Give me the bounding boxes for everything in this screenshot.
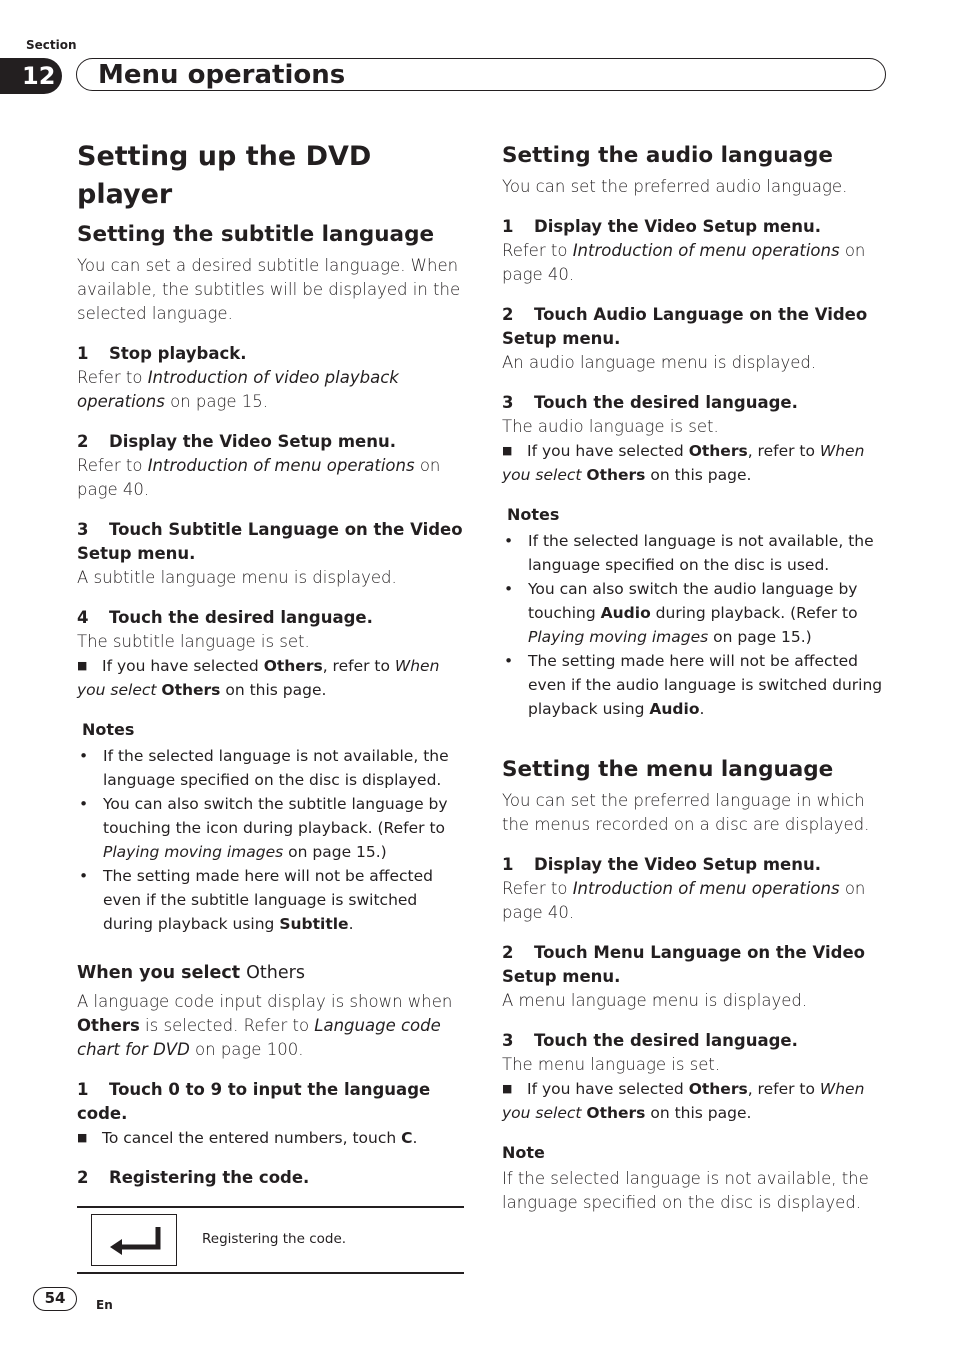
audio-step-1-body: Refer to Introduction of menu operations on page 40.: [502, 241, 866, 284]
menu-step-3-body: The menu language is set.: [502, 1055, 721, 1074]
others-step-2: 2 Registering the code.: [77, 1168, 310, 1187]
step-2-body: Refer to Introduction of menu operations on page 40.: [77, 456, 441, 499]
note-item: • You can also switch the subtitle language by touching the icon during playback. (Refer to Playing moving images on page 15.): [77, 792, 467, 864]
others-intro: A language code input display is shown when Others is selected. Refer to Language code chart for DVD on page 100.: [77, 992, 453, 1059]
menu-others-bullet: ■ If you have selected Others, refer to When you select Others on this page.: [502, 1077, 892, 1125]
menu-note-heading: Note: [502, 1143, 545, 1162]
icon-description: Registering the code.: [202, 1231, 347, 1247]
bullet-dot-icon: •: [504, 532, 514, 550]
menu-language-heading: Setting the menu language: [502, 757, 834, 782]
audio-step-3: 3 Touch the desired language.: [502, 393, 798, 412]
audio-step-3-body: The audio language is set.: [502, 417, 719, 436]
menu-step-2: 2 Touch Menu Language on the Video Setup menu.: [502, 943, 865, 986]
section-title: Menu operations: [98, 60, 346, 90]
cancel-bullet: ■ To cancel the entered numbers, touch C.: [77, 1126, 467, 1150]
note-item: • You can also switch the audio language by touching Audio during playback. (Refer to Playing moving images on page 15.): [502, 577, 892, 649]
step-3: 3 Touch Subtitle Language on the Video Setup menu.: [77, 520, 463, 563]
bullet-dot-icon: •: [79, 867, 89, 885]
section-number: 12: [0, 58, 62, 94]
right-column: [502, 138, 892, 1215]
audio-heading: Setting the audio language: [502, 143, 834, 168]
audio-step-1: 1 Display the Video Setup menu.: [502, 217, 821, 236]
others-bullet: ■ If you have selected Others, refer to When you select Others on this page.: [77, 654, 467, 702]
step-2: 2 Display the Video Setup menu.: [77, 432, 396, 451]
note-item: • If the selected language is not available, the language specified on the disc is displayed.: [77, 744, 467, 792]
audio-step-2-body: An audio language menu is displayed.: [502, 353, 817, 372]
bullet-dot-icon: •: [79, 747, 89, 765]
menu-intro: You can set the preferred language in which the menus recorded on a disc are displayed.: [502, 791, 870, 834]
step-3-body: A subtitle language menu is displayed.: [77, 568, 397, 587]
square-bullet-icon: ■: [502, 444, 513, 457]
audio-intro: You can set the preferred audio language.: [502, 177, 848, 196]
note-item: • If the selected language is not available, the language specified on the disc is used.: [502, 529, 892, 577]
step-1: 1 Stop playback.: [77, 344, 247, 363]
audio-others-bullet: ■ If you have selected Others, refer to When you select Others on this page.: [502, 439, 892, 487]
note-item: • The setting made here will not be affected even if the subtitle language is switched during playback using Subtitle.: [77, 864, 467, 936]
bullet-dot-icon: •: [504, 580, 514, 598]
audio-step-2: 2 Touch Audio Language on the Video Setup menu.: [502, 305, 868, 348]
step-4-body: The subtitle language is set.: [77, 632, 310, 651]
square-bullet-icon: ■: [502, 1082, 513, 1095]
menu-step-2-body: A menu language menu is displayed.: [502, 991, 808, 1010]
menu-step-1: 1 Display the Video Setup menu.: [502, 855, 821, 874]
language-code: En: [96, 1298, 113, 1312]
bullet-dot-icon: •: [504, 652, 514, 670]
bullet-dot-icon: •: [79, 795, 89, 813]
section-label: Section: [26, 38, 77, 52]
menu-note: If the selected language is not available, the language specified on the disc is displayed.: [502, 1169, 869, 1212]
square-bullet-icon: ■: [77, 659, 88, 672]
note-item: • The setting made here will not be affected even if the audio language is switched during playback using Audio.: [502, 649, 892, 721]
notes-heading: Notes: [82, 720, 135, 739]
step-1-body: Refer to Introduction of video playback operations on page 15.: [77, 368, 399, 411]
page-title: Setting up the DVD player: [77, 141, 372, 210]
step-4: 4 Touch the desired language.: [77, 608, 373, 627]
when-you-select-others-heading: When you select Others: [77, 963, 305, 983]
page-number: 54: [33, 1287, 77, 1311]
subtitle-intro: You can set a desired subtitle language. When available, the subtitles will be displayed in the selected language.: [77, 256, 461, 323]
enter-icon: [91, 1214, 177, 1266]
audio-notes-heading: Notes: [507, 505, 560, 524]
menu-step-3: 3 Touch the desired language.: [502, 1031, 798, 1050]
left-column: [77, 138, 467, 1274]
square-bullet-icon: ■: [77, 1131, 88, 1144]
icon-table: [77, 1206, 464, 1274]
others-step-1: 1 Touch 0 to 9 to input the language code.: [77, 1080, 431, 1123]
subtitle-heading: Setting the subtitle language: [77, 222, 435, 247]
menu-step-1-body: Refer to Introduction of menu operations on page 40.: [502, 879, 866, 922]
